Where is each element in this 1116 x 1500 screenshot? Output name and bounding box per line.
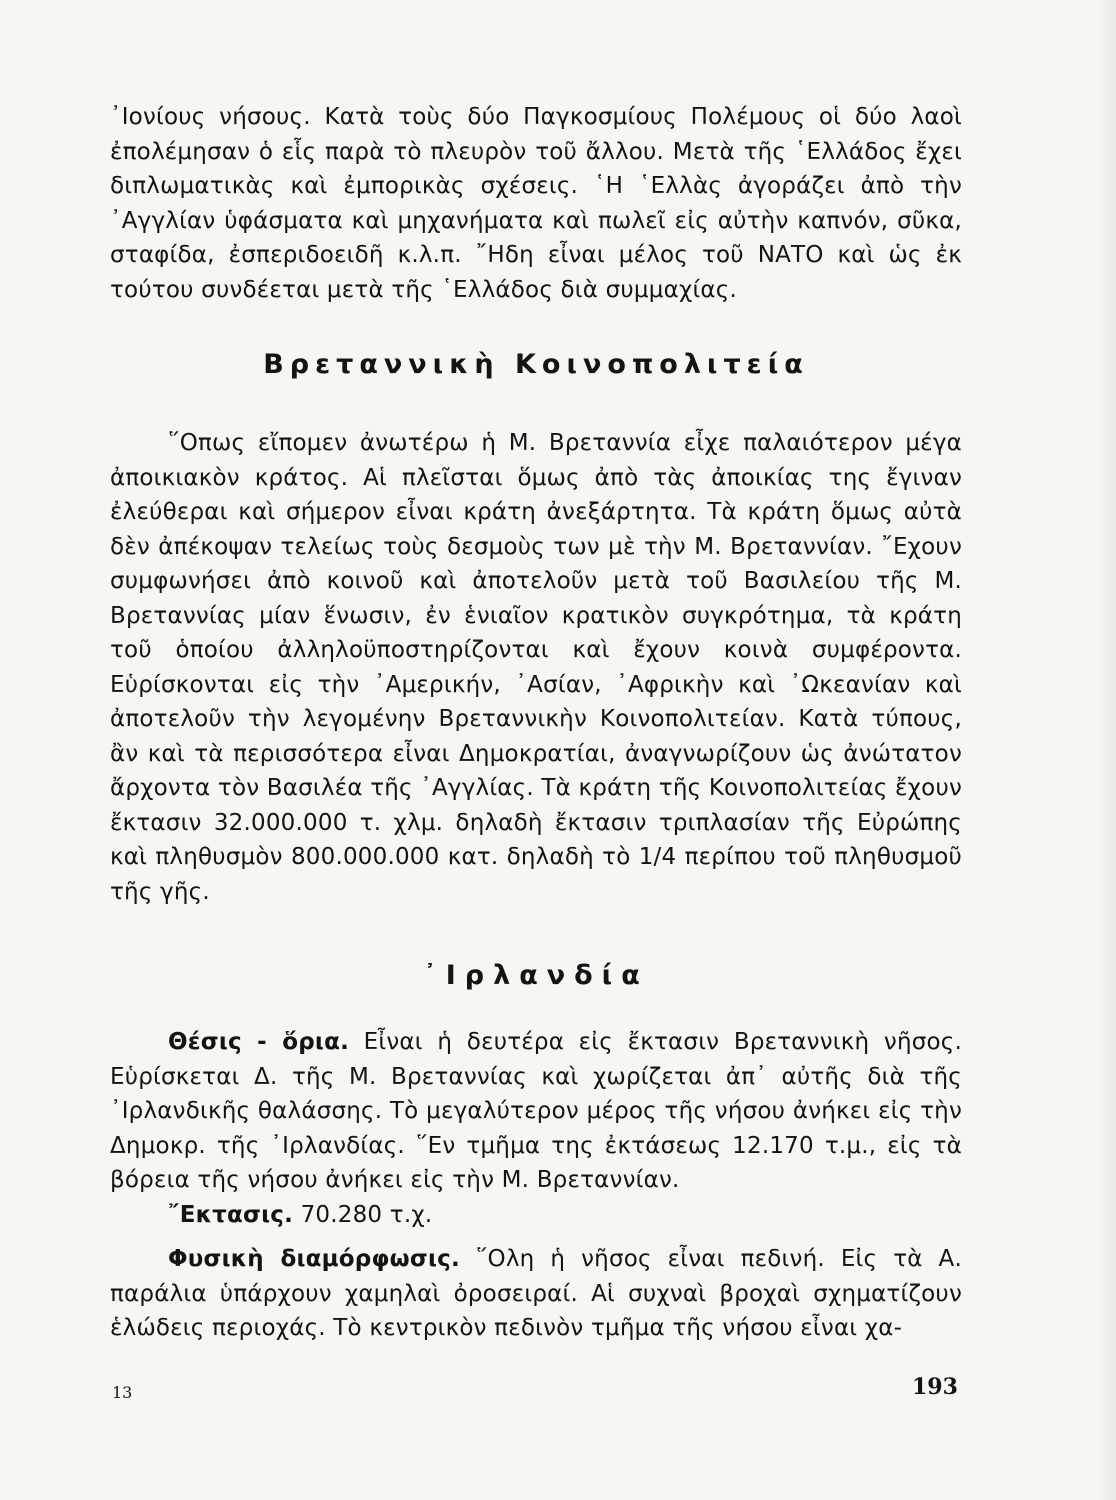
intro-paragraph-block [110,100,962,307]
heading-ireland: ᾿Ιρλανδία [423,960,649,991]
relief-text: ῞Ολη ἡ νῆσος εἶναι πεδινή. Εἰς τὰ Α. παράλια ὑπάρχουν χαμηλαὶ ὀροσειραί. Αἱ συχναὶ βροχαὶ σχηματίζουν ἑλώδεις περιοχάς. Τὸ κεντρικὸν πεδινὸν τμῆμα τῆς νήσου εἶναι χα- [110,1246,962,1341]
ireland-section-block [110,1025,962,1346]
area-text: 70.280 τ.χ. [293,1201,433,1228]
heading-british-commonwealth: Βρεταννικὴ Κοινοπολιτεία [263,349,809,380]
intro-paragraph: ᾿Ιονίους νήσους. Κατὰ τοὺς δύο Παγκοσμίους Πολέμους οἱ δύο λαοὶ ἐπολέμησαν ὁ εἷς παρὰ τὸ πλευρὸν τοῦ ἄλλου. Μετὰ τῆς ῾Ελλάδος ἔχει διπλωματικὰς καὶ ἐμπορικὰς σχέσεις. ῾Η ῾Ελλὰς ἀγοράζει ἀπὸ τὴν ᾿Αγγλίαν ὑφάσματα καὶ μηχανήματα καὶ πωλεῖ εἰς αὐτὴν καπνόν, σῦκα, σταφίδα, ἐσπεριδοειδῆ κ.λ.π. ῎Ηδη εἶναι μέλος τοῦ ΝΑΤΟ καὶ ὡς ἐκ τούτου συνδέεται μετὰ τῆς ῾Ελλάδος διὰ συμμαχίας. [110,104,962,303]
ireland-area-paragraph [110,1198,962,1233]
ireland-relief-paragraph [110,1242,962,1346]
commonwealth-paragraph-block [110,426,962,909]
page-number: 193 [912,1374,958,1400]
position-text: Εἶναι ἡ δευτέρα εἰς ἔκτασιν Βρεταννικὴ νῆσος. Εὑρίσκεται Δ. τῆς Μ. Βρεταννίας καὶ χωρίζεται ἀπ᾿ αὐτῆς διὰ τῆς ᾿Ιρλανδικῆς θαλάσσης. Τὸ μεγαλύτερον μέρος τῆς νήσου ἀνήκει εἰς τὴν Δημοκρ. τῆς ᾿Ιρλανδίας. ῞Εν τμῆμα της ἐκτάσεως 12.170 τ.μ., εἰς τὰ βόρεια τῆς νήσου ἀνήκει εἰς τὴν Μ. Βρεταννίαν. [110,1029,962,1193]
commonwealth-paragraph: ῞Οπως εἴπομεν ἀνωτέρω ἡ Μ. Βρεταννία εἶχε παλαιότερον μέγα ἀποικιακὸν κράτος. Αἱ πλεῖσται ὅμως ἀπὸ τὰς ἀποικίας της ἔγιναν ἐλεύθεραι καὶ σήμερον εἶναι κράτη ἀνεξάρτητα. Τὰ κράτη ὅμως αὐτὰ δὲν ἀπέκοψαν τελείως τοὺς δεσμοὺς των μὲ τὴν Μ. Βρεταννίαν. ῎Εχουν συμφωνήσει ἀπὸ κοινοῦ καὶ ἀποτελοῦν μετὰ τοῦ Βασιλείου τῆς Μ. Βρεταννίας μίαν ἕνωσιν, ἐν ἑνιαῖον κρατικὸν συγκρότημα, τὰ κράτη τοῦ ὁποίου ἀλληλοϋποστηρίζονται καὶ ἔχουν κοινὰ συμφέροντα. Εὑρίσκονται εἰς τὴν ᾿Αμερικήν, ᾿Ασίαν, ᾿Αφρικὴν καὶ ᾿Ωκεανίαν καὶ ἀποτελοῦν τὴν λεγομένην Βρεταννικὴν Κοινοπολιτείαν. Κατὰ τύπους, ἂν καὶ τὰ περισσότερα εἶναι Δημοκρατίαι, ἀναγνωρίζουν ὡς ἀνώτατον ἄρχοντα τὸν Βασιλέα τῆς ᾿Αγγλίας. Τὰ κράτη τῆς Κοινοπολιτείας ἔχουν ἔκτασιν 32.000.000 τ. χλμ. δηλαδὴ ἔκτασιν τριπλασίαν τῆς Εὐρώπης καὶ πληθυσμὸν 800.000.000 κατ. δηλαδὴ τὸ 1/4 περίπου τοῦ πληθυσμοῦ τῆς γῆς. [110,430,962,905]
signature-mark: 13 [112,1383,133,1402]
paragraph-gap [110,1232,962,1242]
relief-label: Φυσικὴ διαμόρφωσις. [168,1246,460,1272]
page-edge-shadow [1098,0,1116,1500]
position-label: Θέσις - ὅρια. [168,1029,350,1055]
ireland-position-paragraph [110,1025,962,1198]
area-label: ῎Εκτασις. [168,1201,294,1228]
